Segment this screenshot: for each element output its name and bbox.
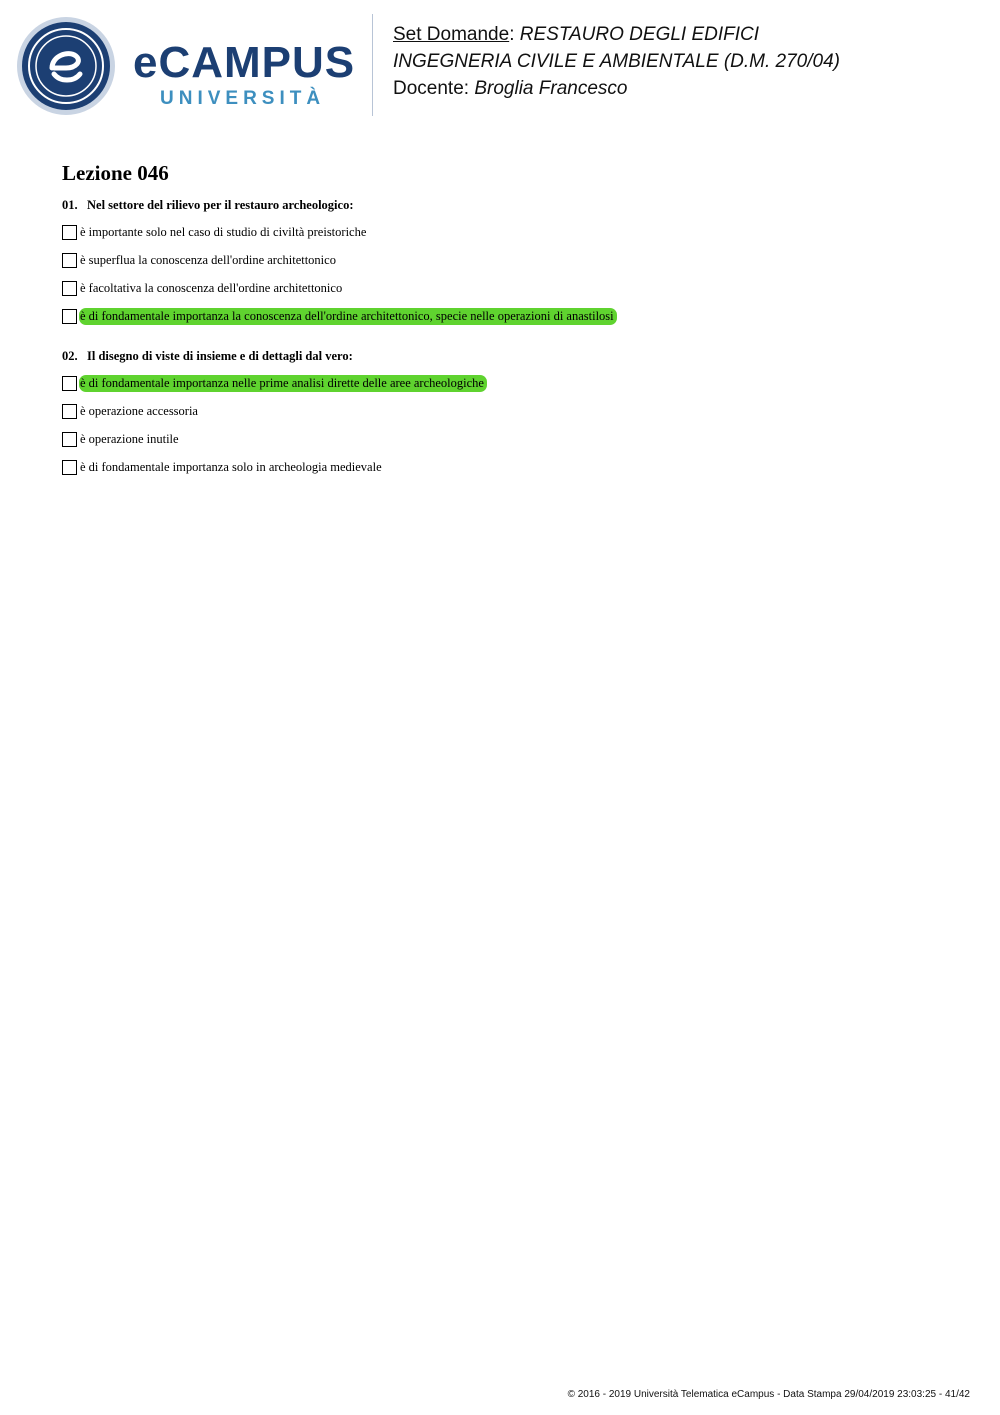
answer-checkbox[interactable] <box>62 432 77 447</box>
question-02 <box>62 349 353 364</box>
answer-checkbox[interactable] <box>62 225 77 240</box>
answer-checkbox[interactable] <box>62 404 77 419</box>
answer-text: è operazione accessoria <box>80 403 198 418</box>
answer-text: è di fondamentale importanza solo in archeologia medievale <box>80 459 382 474</box>
set-line: Set Domande: RESTAURO DEGLI EDIFICI <box>393 24 760 45</box>
question-text: Il disegno di viste di insieme e di dettagli dal vero: <box>87 349 353 363</box>
docente-name: Broglia Francesco <box>474 78 628 99</box>
answer-option[interactable] <box>62 430 182 448</box>
answer-text-highlighted: è di fondamentale importanza nelle prime analisi dirette delle aree archeologiche <box>79 375 487 392</box>
question-number: 01. <box>62 198 78 212</box>
ecampus-seal-logo <box>16 16 116 116</box>
answer-option[interactable] <box>62 223 369 241</box>
answer-text: è superflua la conoscenza dell'ordine architettonico <box>80 252 336 267</box>
ecampus-wordmark: eCAMPUS <box>133 38 356 87</box>
question-number: 02. <box>62 349 78 363</box>
answer-checkbox[interactable] <box>62 309 77 324</box>
answer-checkbox[interactable] <box>62 376 77 391</box>
answer-checkbox[interactable] <box>62 281 77 296</box>
header-info <box>393 21 840 102</box>
answer-option[interactable] <box>62 279 345 297</box>
header-divider <box>372 14 373 116</box>
set-title-line2: INGEGNERIA CIVILE E AMBIENTALE (D.M. 270/04) <box>393 51 840 72</box>
set-title-line1: RESTAURO DEGLI EDIFICI <box>519 24 760 45</box>
docente-line: Docente: Broglia Francesco <box>393 78 628 99</box>
answer-checkbox[interactable] <box>62 460 77 475</box>
question-text: Nel settore del rilievo per il restauro archeologico: <box>87 198 354 212</box>
answer-option-correct[interactable] <box>62 307 617 325</box>
answer-text: è facoltativa la conoscenza dell'ordine architettonico <box>80 280 343 295</box>
answer-text: è operazione inutile <box>80 431 179 446</box>
page-footer: © 2016 - 2019 Università Telematica eCampus - Data Stampa 29/04/2019 23:03:25 - 41/42 <box>567 1389 970 1400</box>
universita-subtitle: UNIVERSITÀ <box>160 88 326 109</box>
answer-text-highlighted: è di fondamentale importanza la conoscenza dell'ordine architettonico, specie nelle operazioni di anastilosi <box>79 308 617 325</box>
answer-option-correct[interactable] <box>62 374 487 392</box>
docente-label: Docente <box>393 78 464 99</box>
set-label: Set Domande <box>393 24 510 45</box>
answer-checkbox[interactable] <box>62 253 77 268</box>
answer-option[interactable] <box>62 402 201 420</box>
answer-text: è importante solo nel caso di studio di civiltà preistoriche <box>80 224 367 239</box>
answer-option[interactable] <box>62 251 339 269</box>
lesson-title: Lezione 046 <box>62 161 169 185</box>
answer-option[interactable] <box>62 458 385 476</box>
question-01 <box>62 198 354 213</box>
